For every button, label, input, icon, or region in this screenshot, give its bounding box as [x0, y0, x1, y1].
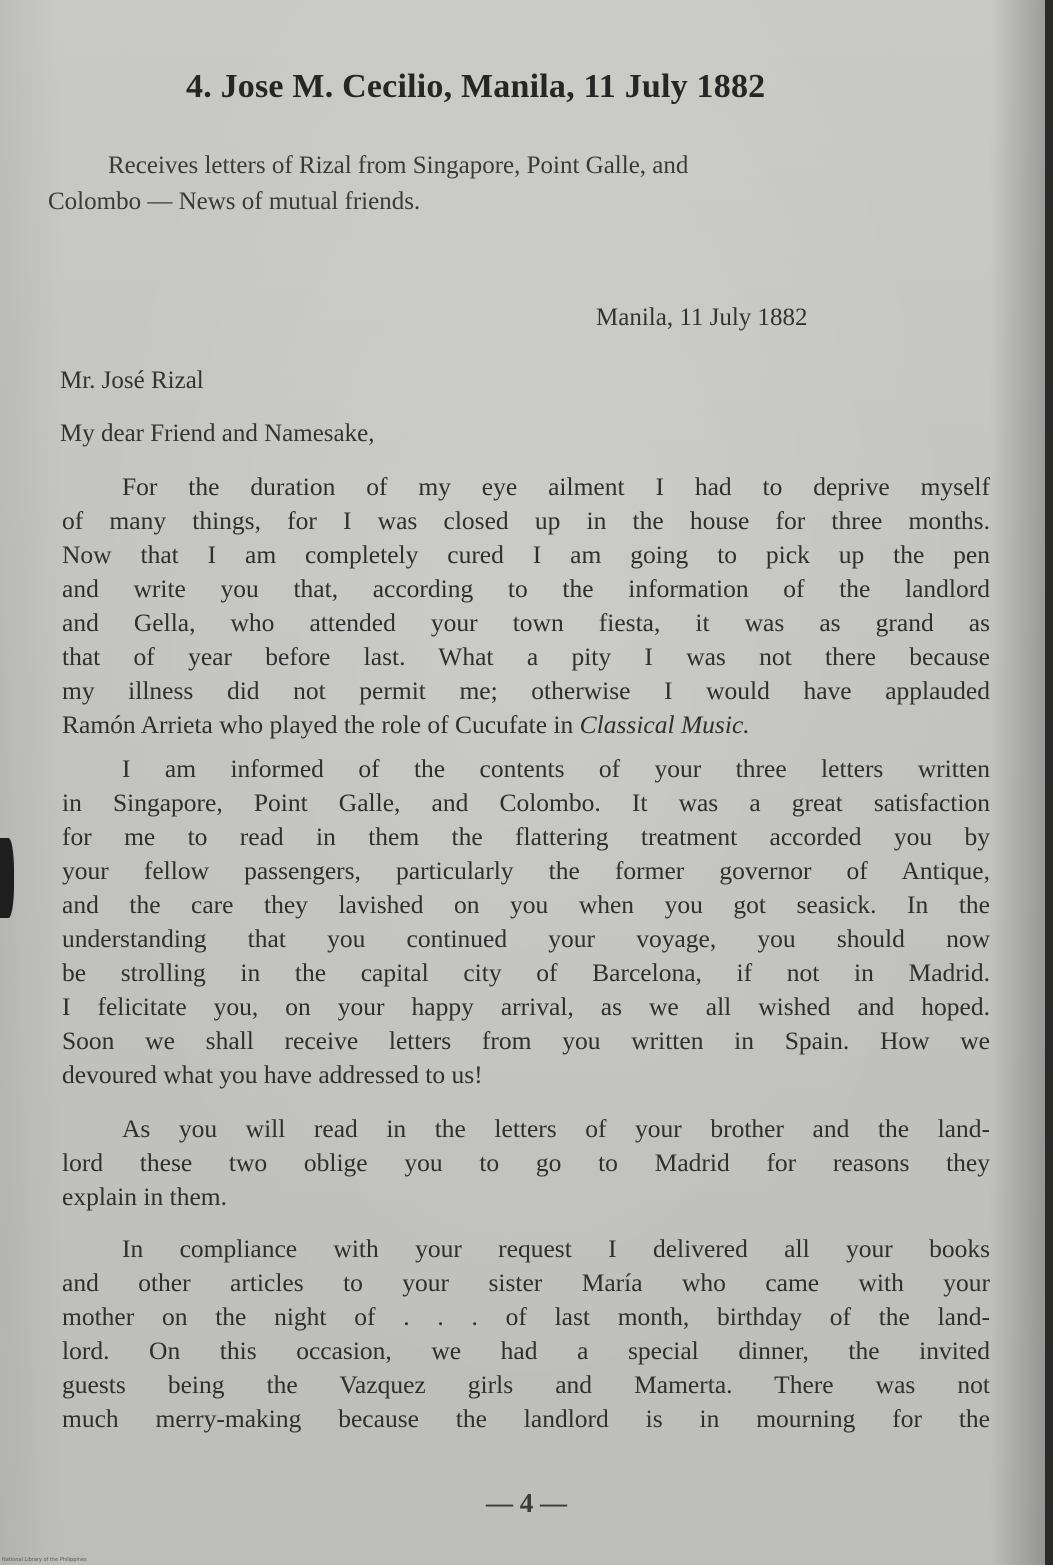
paragraph-line: lord. On this occasion, we had a special dinner, the invited	[62, 1336, 990, 1365]
paragraph-line: my illness did not permit me; otherwise I would have applauded	[62, 676, 990, 705]
play-title: Classical Music.	[579, 710, 750, 739]
letter-summary	[48, 148, 978, 220]
letter-dateline: Manila, 11 July 1882	[596, 304, 808, 331]
paragraph-line: devoured what you have addressed to us!	[62, 1060, 483, 1089]
paragraph-line: lord these two oblige you to go to Madrid for reasons they	[62, 1148, 990, 1177]
letter-title: 4. Jose M. Cecilio, Manila, 11 July 1882	[186, 68, 766, 105]
summary-line: Receives letters of Rizal from Singapore, Point Galle, and	[108, 152, 689, 179]
paragraph-line: As you will read in the letters of your brother and the land-	[122, 1114, 990, 1143]
paragraph-line: of many things, for I was closed up in the house for three months.	[62, 506, 990, 535]
paragraph-line: for me to read in them the flattering treatment accorded you by	[62, 822, 990, 851]
paragraph-line: understanding that you continued your voyage, you should now	[62, 924, 990, 953]
paragraph-line: and other articles to your sister María who came with your	[62, 1268, 990, 1297]
paragraph-line: guests being the Vazquez girls and Mamerta. There was not	[62, 1370, 990, 1399]
paragraph-line: in Singapore, Point Galle, and Colombo. It was a great satisfaction	[62, 788, 990, 817]
letter-salutation: My dear Friend and Namesake,	[60, 420, 375, 447]
scan-credit: National Library of the Philippines	[2, 1557, 87, 1563]
letter-addressee: Mr. José Rizal	[60, 367, 204, 394]
paragraph-books-delivered	[62, 1232, 990, 1436]
paragraph-eye-ailment	[62, 470, 990, 742]
scan-binding-mark	[0, 838, 14, 918]
paragraph-letters-received	[62, 752, 990, 1092]
paragraph-line: In compliance with your request I delivered all your books	[122, 1234, 990, 1263]
paragraph-brother-letters	[62, 1112, 990, 1214]
paragraph-line-text: Ramón Arrieta who played the role of Cucufate in	[62, 710, 580, 739]
paragraph-line: much merry-making because the landlord is in mourning for the	[62, 1404, 990, 1433]
paragraph-line: Soon we shall receive letters from you written in Spain. How we	[62, 1026, 990, 1055]
paragraph-line: and Gella, who attended your town fiesta, it was as grand as	[62, 608, 990, 637]
page-edge-shadow	[1045, 0, 1053, 1565]
paragraph-line: mother on the night of . . . of last month, birthday of the land-	[62, 1302, 990, 1331]
summary-line: Colombo — News of mutual friends.	[48, 188, 421, 215]
paragraph-line: be strolling in the capital city of Barcelona, if not in Madrid.	[62, 958, 990, 987]
paragraph-line	[62, 708, 990, 742]
paragraph-line: and write you that, according to the information of the landlord	[62, 574, 990, 603]
paragraph-line: For the duration of my eye ailment I had to deprive myself	[122, 472, 990, 501]
paragraph-line: I am informed of the contents of your three letters written	[122, 754, 990, 783]
paragraph-line: your fellow passengers, particularly the former governor of Antique,	[62, 856, 990, 885]
paragraph-line: that of year before last. What a pity I was not there because	[62, 642, 990, 671]
paragraph-line: I felicitate you, on your happy arrival, as we all wished and hoped.	[62, 992, 990, 1021]
paragraph-line: and the care they lavished on you when you got seasick. In the	[62, 890, 990, 919]
paragraph-line: Now that I am completely cured I am going to pick up the pen	[62, 540, 990, 569]
page-number: — 4 —	[486, 1488, 567, 1518]
paragraph-line: explain in them.	[62, 1182, 228, 1211]
